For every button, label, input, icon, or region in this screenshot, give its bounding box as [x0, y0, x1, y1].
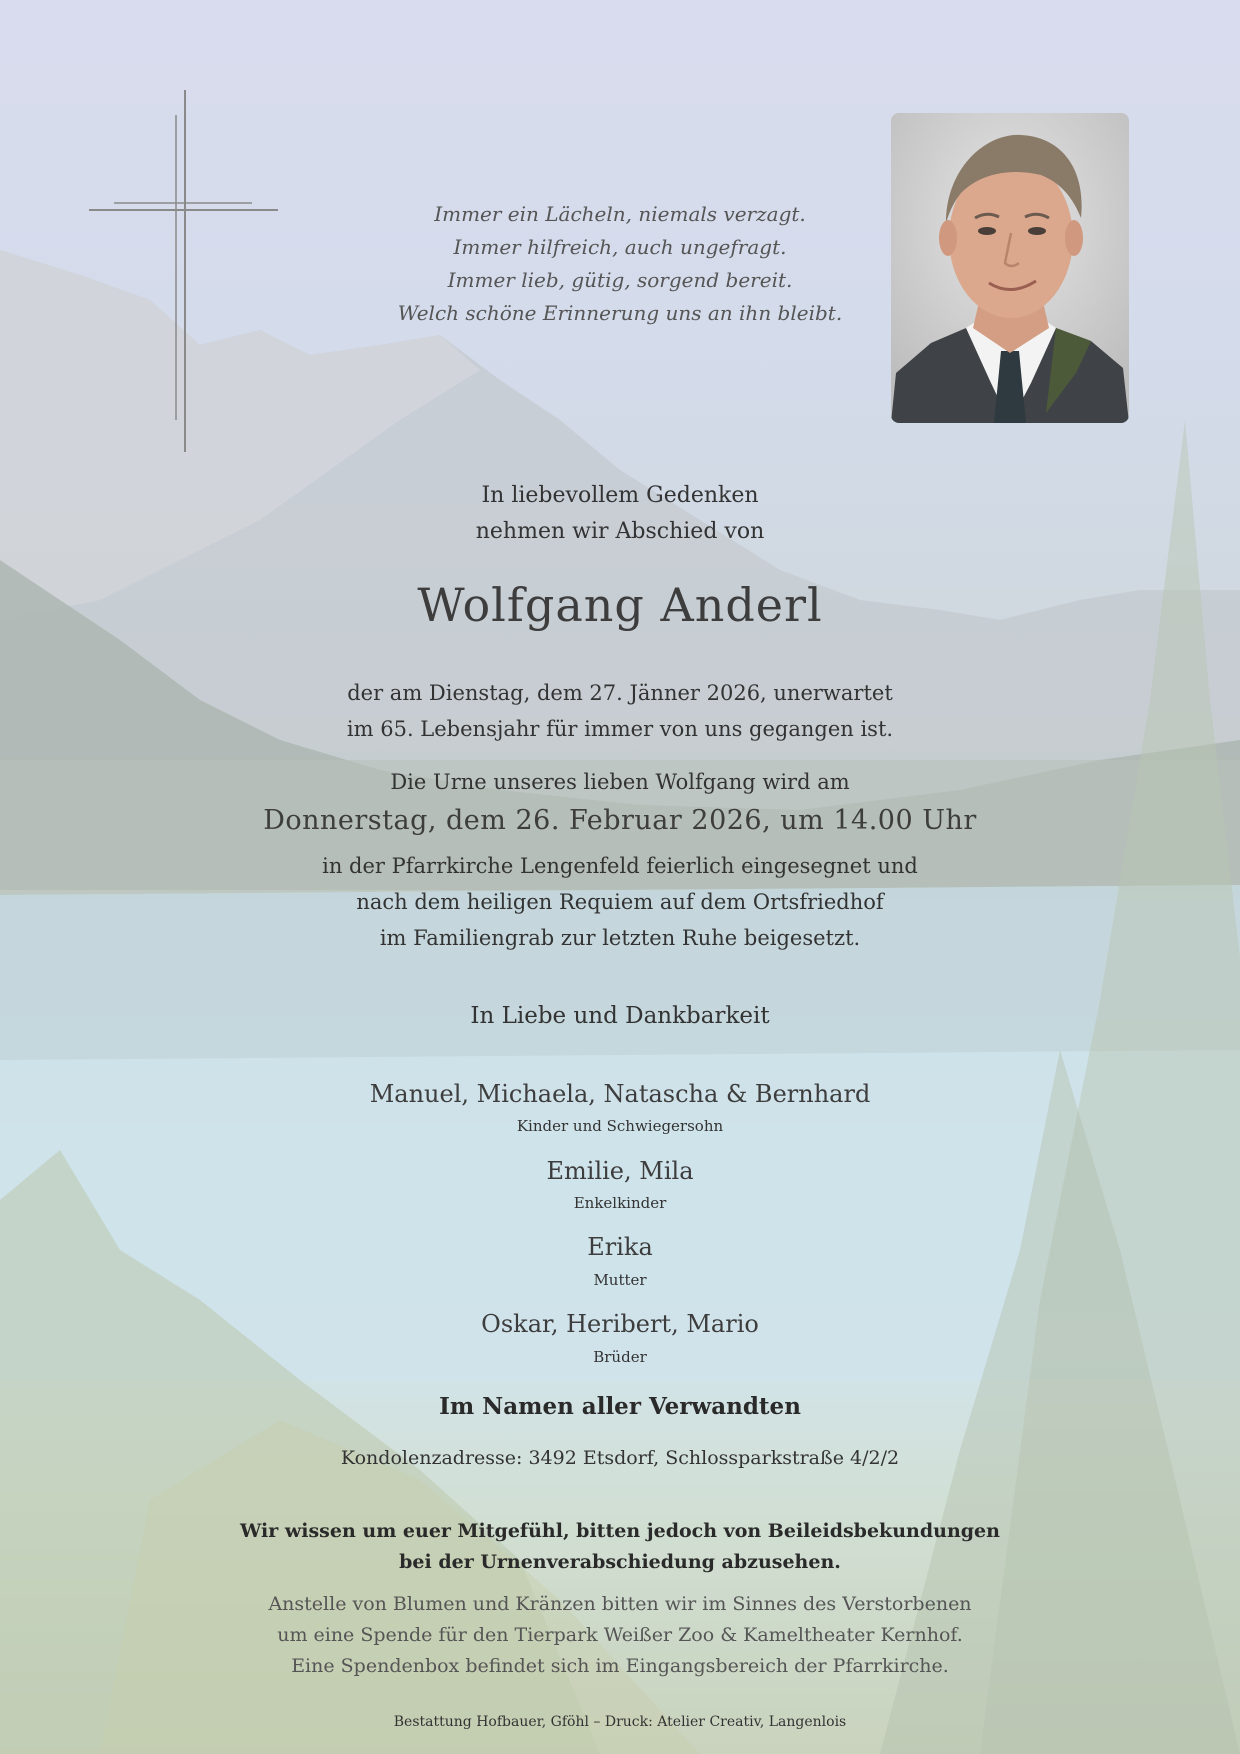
mourner-names: Erika	[587, 1233, 653, 1261]
death-notice	[0, 675, 1240, 747]
cross-icon	[0, 0, 300, 470]
mourner-names: Oskar, Heribert, Mario	[481, 1310, 759, 1338]
portrait-illustration	[891, 113, 1129, 423]
mourner-relation: Enkelkinder	[573, 1194, 667, 1212]
mourner-relation: Mutter	[593, 1271, 647, 1289]
donation-line: Anstelle von Blumen und Kränzen bitten wir im Sinnes des Verstorbenen	[268, 1593, 972, 1615]
donation-line: Eine Spendenbox befindet sich im Eingangsbereich der Pfarrkirche.	[291, 1655, 949, 1677]
urn-intro: Die Urne unseres lieben Wolfgang wird am	[390, 770, 850, 794]
ceremony-line: in der Pfarrkirche Lengenfeld feierlich eingesegnet und	[322, 854, 918, 878]
donation-request	[0, 1589, 1240, 1682]
death-line: der am Dienstag, dem 27. Jänner 2026, unerwartet	[347, 681, 893, 705]
mourner-relation: Kinder und Schwiegersohn	[516, 1117, 724, 1135]
ceremony-line: im Familiengrab zur letzten Ruhe beigesetzt.	[379, 926, 861, 950]
mourner-names: Emilie, Mila	[546, 1157, 694, 1185]
thanks-heading: In Liebe und Dankbarkeit	[470, 1003, 770, 1029]
relatives-line: Im Namen aller Verwandten	[439, 1393, 801, 1420]
mourner-names: Manuel, Michaela, Natascha & Bernhard	[369, 1080, 871, 1108]
poem-line: Immer lieb, gütig, sorgend bereit.	[447, 268, 793, 292]
poem	[370, 198, 870, 330]
poem-line: Immer ein Lächeln, niemals verzagt.	[434, 202, 806, 226]
donation-line: um eine Spende für den Tierpark Weißer Zoo & Kameltheater Kernhof.	[277, 1624, 963, 1646]
ceremony-date: Donnerstag, dem 26. Februar 2026, um 14.00 Uhr	[263, 805, 977, 836]
intro-line: nehmen wir Abschied von	[475, 519, 765, 544]
death-line: im 65. Lebensjahr für immer von uns gegangen ist.	[346, 717, 894, 741]
mourner-relation: Brüder	[593, 1348, 647, 1366]
portrait-photo	[891, 113, 1129, 423]
ceremony-line: nach dem heiligen Requiem auf dem Ortsfriedhof	[356, 890, 884, 914]
poem-line: Welch schöne Erinnerung uns an ihn bleibt.	[397, 301, 843, 325]
wish-line: Wir wissen um euer Mitgefühl, bitten jedoch von Beileidsbekundungen	[240, 1520, 1000, 1542]
condolence-address: Kondolenzadresse: 3492 Etsdorf, Schlossparkstraße 4/2/2	[340, 1447, 900, 1469]
condolence-wish	[0, 1516, 1240, 1578]
ceremony-text	[0, 848, 1240, 956]
intro	[0, 478, 1240, 550]
intro-line: In liebevollem Gedenken	[481, 483, 759, 508]
wish-line: bei der Urnenverabschiedung abzusehen.	[399, 1551, 841, 1573]
deceased-name: Wolfgang Anderl	[417, 578, 823, 632]
footer-credits: Bestattung Hofbauer, Gföhl – Druck: Atelier Creativ, Langenlois	[393, 1714, 847, 1730]
poem-line: Immer hilfreich, auch ungefragt.	[453, 235, 787, 259]
